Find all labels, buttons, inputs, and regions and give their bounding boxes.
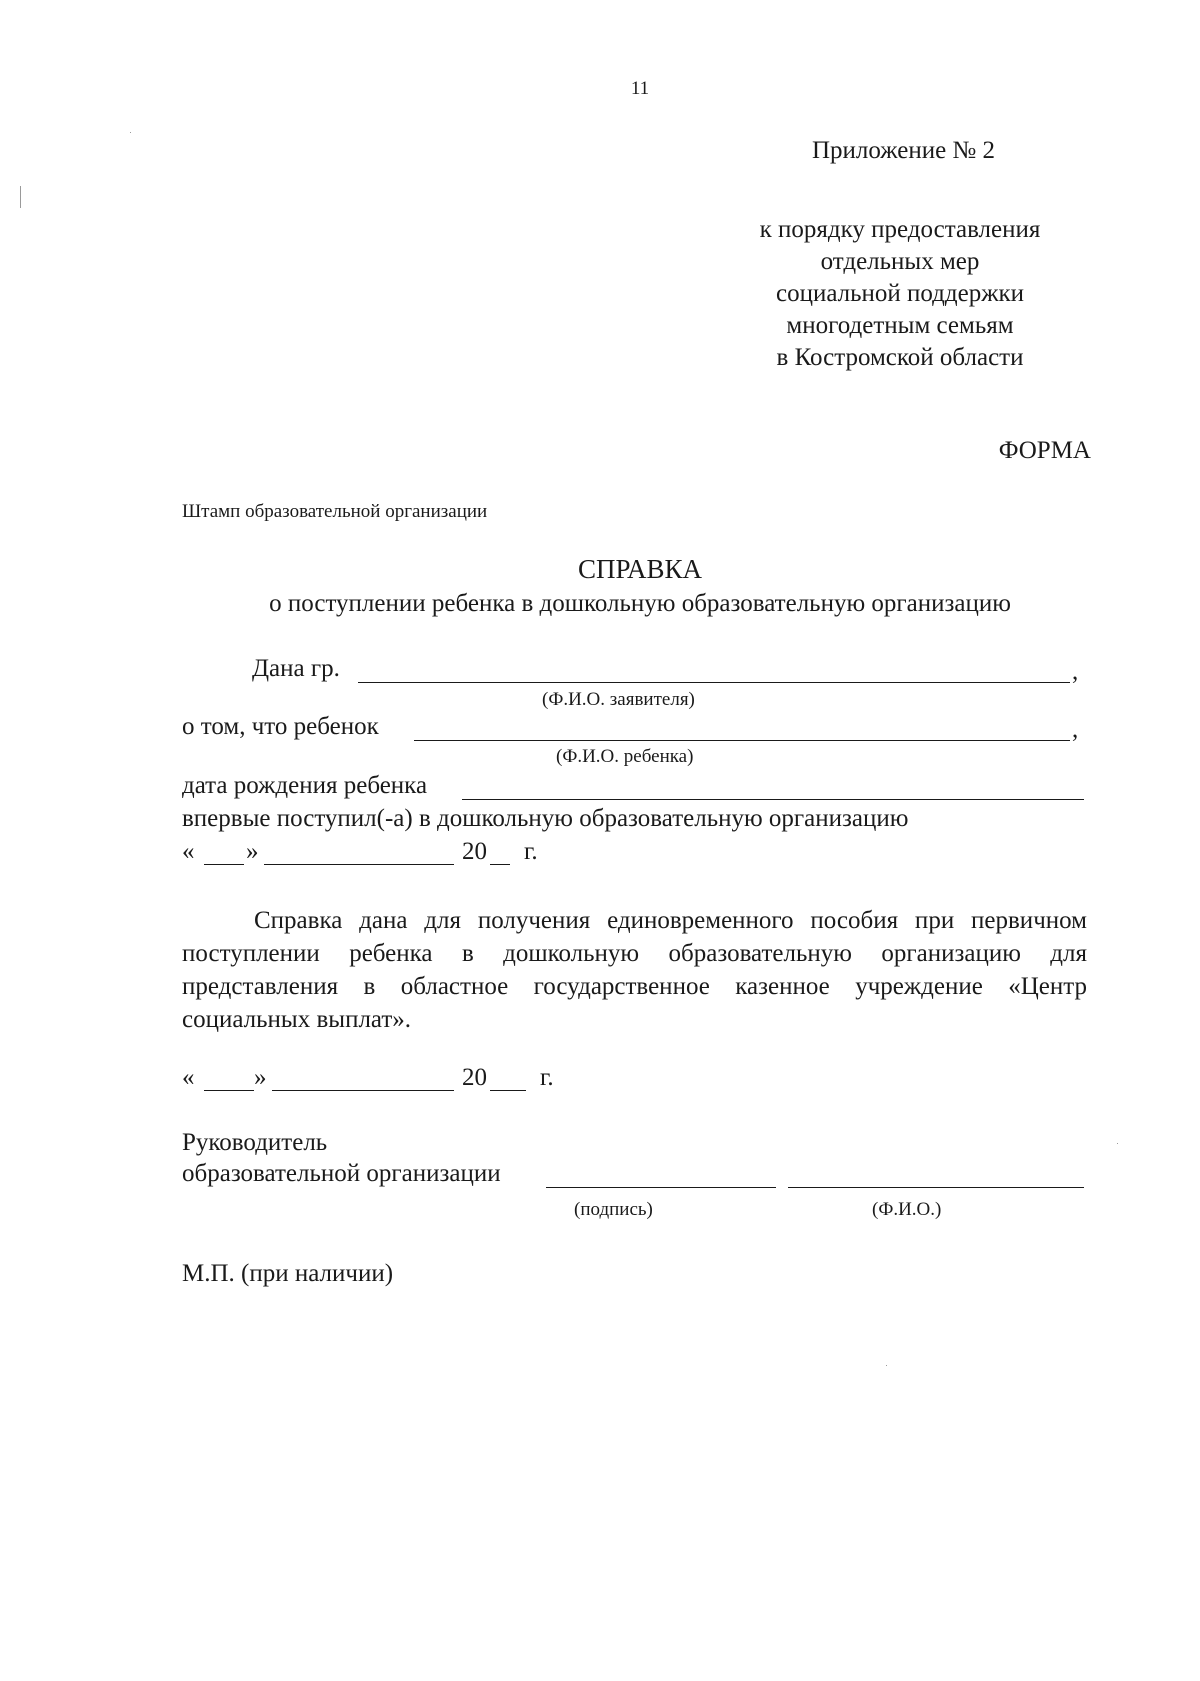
scan-artifact — [886, 1365, 887, 1366]
signature-field[interactable] — [546, 1187, 776, 1188]
date-open-quote: « — [182, 1064, 195, 1091]
appendix-reference — [720, 214, 1080, 374]
head-label-line1: Руководитель — [182, 1129, 328, 1156]
issued-to-label: Дана гр. — [252, 655, 340, 682]
appendix-reference-line: социальной поддержки — [775, 280, 1025, 307]
date-close-quote: » — [246, 838, 259, 865]
child-label: о том, что ребенок — [182, 713, 379, 740]
page-number: 11 — [630, 78, 650, 99]
enrolled-text: впервые поступил(-а) в дошкольную образовательную организацию — [182, 805, 909, 832]
applicant-name-field[interactable] — [358, 682, 1070, 683]
birthdate-field[interactable] — [462, 799, 1084, 800]
birthdate-label: дата рождения ребенка — [182, 772, 428, 799]
enroll-day-field[interactable] — [204, 864, 244, 865]
purpose-paragraph — [182, 904, 1087, 1036]
enroll-year-field[interactable] — [490, 864, 510, 865]
purpose-paragraph-text: Справка дана для получения единовременного пособия при первичном поступлении ребенка в дошкольную образовательную организацию для представления в областное государственное казенное учреждение «Центр социальных выплат». — [182, 907, 1087, 1033]
appendix-reference-line: многодетным семьям — [786, 312, 1014, 339]
scan-artifact — [20, 186, 21, 208]
head-name-field[interactable] — [788, 1187, 1084, 1188]
issue-day-field[interactable] — [204, 1090, 254, 1091]
year-prefix: 20 — [462, 838, 487, 865]
scan-artifact — [130, 132, 131, 133]
year-suffix: г. — [540, 1064, 554, 1091]
form-label: ФОРМА — [998, 437, 1091, 464]
date-open-quote: « — [182, 838, 195, 865]
name-hint: (Ф.И.О.) — [872, 1199, 942, 1220]
child-name-field[interactable] — [414, 740, 1070, 741]
date-close-quote: » — [254, 1064, 267, 1091]
appendix-label: Приложение № 2 — [812, 137, 996, 164]
issue-year-field[interactable] — [490, 1090, 526, 1091]
appendix-reference-line: отдельных мер — [820, 248, 980, 275]
year-prefix: 20 — [462, 1064, 487, 1091]
year-suffix: г. — [524, 838, 538, 865]
comma: , — [1072, 716, 1079, 743]
issue-month-field[interactable] — [272, 1090, 454, 1091]
scan-artifact — [1117, 1143, 1118, 1144]
child-hint: (Ф.И.О. ребенка) — [556, 746, 694, 767]
signature-hint: (подпись) — [574, 1199, 653, 1220]
comma: , — [1072, 658, 1079, 685]
document-subtitle: о поступлении ребенка в дошкольную образовательную организацию — [269, 590, 1011, 617]
enroll-month-field[interactable] — [264, 864, 454, 865]
seal-note: М.П. (при наличии) — [182, 1260, 394, 1287]
applicant-hint: (Ф.И.О. заявителя) — [542, 689, 695, 710]
stamp-label: Штамп образовательной организации — [182, 501, 488, 522]
appendix-reference-line: в Костромской области — [776, 344, 1024, 371]
document-title: СПРАВКА — [577, 554, 703, 584]
appendix-reference-line: к порядку предоставления — [759, 216, 1041, 243]
head-label-line2: образовательной организации — [182, 1160, 501, 1187]
